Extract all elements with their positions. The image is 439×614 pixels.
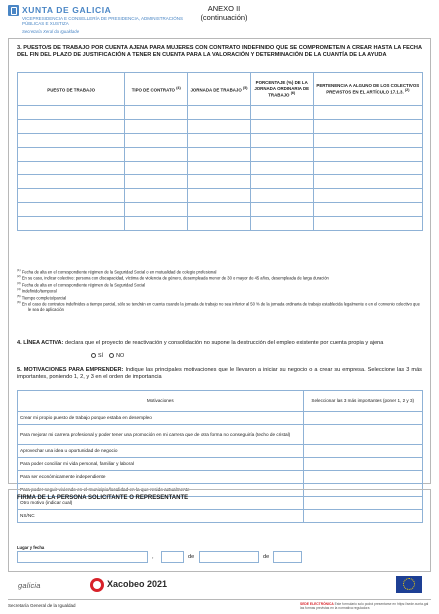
col-puesto: PUESTO DE TRABAJO (18, 73, 125, 106)
colectivo-cell[interactable] (313, 189, 422, 203)
col-seleccionar: Seleccionar las 3 más importantes (poner 1, 2 y 3) (303, 391, 422, 412)
motivation-label: NS/NC (18, 510, 304, 523)
porcentaje-cell[interactable] (250, 175, 313, 189)
jornada-cell[interactable] (188, 133, 251, 147)
de-separator-2: de (263, 554, 270, 560)
colectivo-cell[interactable] (313, 203, 422, 217)
jobs-header-row (18, 73, 423, 106)
tipo-contrato-cell[interactable] (125, 175, 188, 189)
motivation-rank-cell[interactable] (303, 425, 422, 445)
porcentaje-cell[interactable] (250, 203, 313, 217)
colectivo-cell[interactable] (313, 106, 422, 120)
col-motivaciones: Motivaciones (18, 391, 304, 412)
motivation-label: Para poder conciliar mi vida personal, familiar y laboral (18, 458, 304, 471)
jobs-row (18, 189, 423, 203)
secretaria-label: Secretaría General de la Igualdad (8, 603, 76, 608)
jornada-cell[interactable] (188, 106, 251, 120)
col-porcentaje: PORCENTAJE (%) DE LA JORNADA ORDINARIA DE TRABAJO $^{(6)}$ (250, 73, 313, 106)
logo-name: XUNTA DE GALICIA (22, 5, 112, 15)
porcentaje-cell[interactable] (250, 106, 313, 120)
xunta-emblem-icon (8, 5, 19, 16)
xacobeo-logo: Xacobeo 2021 (107, 579, 168, 589)
tipo-contrato-cell[interactable] (125, 119, 188, 133)
logo-subtitle: Secretaría Xeral da Igualdade (22, 29, 80, 34)
signature-frame (8, 489, 431, 572)
footnote-6: $^{(6)}$ En el caso de contratos indefinidos a tiempo parcial, sólo se tendrán en cuenta cuando la jornada de trabajo no sea inferior al 50 % de la jornada ordinaria de trabajo establecida legalmente o en el convenio colectivo que le sea de aplicación (17, 300, 420, 312)
signature-title: FIRMA DE LA PERSONA SOLICITANTE O REPRESENTANTE (17, 495, 189, 501)
jobs-row (18, 147, 423, 161)
motivation-row (18, 425, 423, 445)
motivation-rank-cell[interactable] (303, 458, 422, 471)
section5-text: Indique las principales motivaciones que le llevaron a iniciar su negocio o a crear su empresa. Seleccione las 3 más importantes, poniendo 1, 2, y 3 en el orden de importancia (17, 367, 422, 380)
day-field[interactable] (161, 551, 184, 563)
tipo-contrato-cell[interactable] (125, 189, 188, 203)
footnote-3: $^{(3)}$ Fecha de alta en el correspondiente régimen de la Seguridad Social (17, 280, 146, 288)
jornada-cell[interactable] (188, 189, 251, 203)
puesto-cell[interactable] (18, 106, 125, 120)
col-tipo-contrato: TIPO DE CONTRATO $^{(4)}$ (125, 73, 188, 106)
tipo-contrato-cell[interactable] (125, 161, 188, 175)
footer-divider (8, 599, 431, 600)
puesto-cell[interactable] (18, 189, 125, 203)
tipo-contrato-cell[interactable] (125, 147, 188, 161)
footnote-1: $^{(1)}$ Fecha de alta en el correspondiente régimen de la Seguridad Social o en mutualidad de colegio profesional (17, 268, 217, 275)
radio-yes-label: SÍ (98, 353, 104, 359)
colectivo-cell[interactable] (313, 161, 422, 175)
porcentaje-cell[interactable] (250, 119, 313, 133)
jornada-cell[interactable] (188, 175, 251, 189)
electronic-notice-text: Este formulario solo podrá presentarse en https://sede.xunta.gal las formas previstas en la normativa reguladora (300, 602, 429, 610)
jobs-row (18, 106, 423, 120)
annex-subtitle: (continuación) (200, 13, 248, 22)
tipo-contrato-cell[interactable] (125, 203, 188, 217)
page-footer (8, 574, 431, 614)
section4-title: 4. LÍNEA ACTIVA: (17, 340, 64, 346)
jobs-row (18, 175, 423, 189)
jornada-cell[interactable] (188, 217, 251, 231)
xacobeo-emblem-icon (90, 578, 104, 592)
jobs-row (18, 119, 423, 133)
electronic-notice-label: SEDE ELECTRÓNICA (300, 602, 334, 606)
electronic-notice (300, 602, 431, 610)
jobs-body (18, 106, 423, 231)
section5-title: 5. MOTIVACIONES PARA EMPRENDER: (17, 367, 124, 373)
puesto-cell[interactable] (18, 175, 125, 189)
de-separator-1: de (188, 554, 195, 560)
jornada-cell[interactable] (188, 203, 251, 217)
footnote-2: $^{(2)}$ En su caso, indicar colectivo: persona con discapacidad, víctima de violencia de género, desempleada menor de 30 o mayor de 45 años, desempleada de larga duración (17, 274, 329, 281)
section4-text: declara que el proyecto de reactivación y consolidación no supone la destrucción del empleo existente por cuenta propia y ajena (64, 340, 384, 346)
porcentaje-cell[interactable] (250, 147, 313, 161)
colectivo-cell[interactable] (313, 119, 422, 133)
colectivo-cell[interactable] (313, 175, 422, 189)
place-date-label: Lugar y fecha (17, 545, 45, 550)
jobs-row (18, 133, 423, 147)
motivation-label: Crear mi propio puesto de trabajo porque estaba en desempleo (18, 412, 304, 425)
section3-title: 3. PUESTO/S DE TRABAJO POR CUENTA AJENA PARA MUJERES CON CONTRATO INDEFINIDO QUE SE COMPROMETE/N A CREAR HASTA LA FECHA DEL FIN DEL PLAZO DE JUSTIFICACIÓN A TENER EN CUENTA PARA LA VALORACIÓN Y DETERMINACIÓN DE LA CUANTÍA DE LA AYUDA (17, 45, 422, 58)
porcentaje-cell[interactable] (250, 161, 313, 175)
col-colectivo: PERTENENCIA A ALGUNO DE LOS COLECTIVOS PREVISTOS EN EL ARTÍCULO 17.1.3. $^{(2)}$ (313, 73, 422, 106)
motivations-header-row (18, 391, 423, 412)
jornada-cell[interactable] (188, 147, 251, 161)
motivation-row (18, 458, 423, 471)
jobs-row (18, 217, 423, 231)
xunta-logo (8, 4, 198, 36)
jornada-cell[interactable] (188, 161, 251, 175)
motivation-row (18, 445, 423, 458)
radio-no-label: NO (116, 353, 125, 359)
porcentaje-cell[interactable] (250, 217, 313, 231)
annex-title: ANEXO II (207, 4, 241, 13)
tipo-contrato-cell[interactable] (125, 217, 188, 231)
radio-no[interactable] (109, 353, 114, 358)
page-header (8, 4, 431, 36)
puesto-cell[interactable] (18, 147, 125, 161)
jornada-cell[interactable] (188, 119, 251, 133)
year-field[interactable] (273, 551, 302, 563)
tipo-contrato-cell[interactable] (125, 133, 188, 147)
eu-flag-icon (396, 576, 422, 593)
tipo-contrato-cell[interactable] (125, 106, 188, 120)
puesto-cell[interactable] (18, 161, 125, 175)
footnote-4: $^{(4)}$ Indefinido/temporal (17, 287, 57, 294)
motivation-rank-cell[interactable] (303, 412, 422, 425)
comma-separator: , (152, 554, 154, 560)
colectivo-cell[interactable] (313, 147, 422, 161)
col-jornada: JORNADA DE TRABAJO $^{(5)}$ (188, 73, 251, 106)
motivation-row (18, 471, 423, 484)
logo-department: VICEPRESIDENCIA E CONSELLERÍA DE PRESIDENCIA, ADMINISTRACIÓNS PÚBLICAS E XUSTIZA (22, 16, 184, 27)
motivation-rank-cell[interactable] (303, 445, 422, 458)
puesto-cell[interactable] (18, 119, 125, 133)
month-field[interactable] (199, 551, 259, 563)
puesto-cell[interactable] (18, 203, 125, 217)
motivation-label: Otro motivo (indicar cual) (18, 497, 304, 510)
motivation-label: Para ser económicamente independiente (18, 471, 304, 484)
puesto-cell[interactable] (18, 133, 125, 147)
jobs-row (18, 203, 423, 217)
jobs-table (17, 72, 423, 231)
annex-heading (194, 4, 254, 22)
motivation-rank-cell[interactable] (303, 471, 422, 484)
motivation-label: Para poder seguir viviendo en el municipio/localidad en la que resido actualmente (18, 484, 304, 497)
galicia-logo: galicia (18, 581, 41, 590)
motivation-row (18, 412, 423, 425)
motivation-label: Para mejorar mi carrera profesional y poder tener una promoción en mi carrera que de otra forma no conseguiría (techo de cristal) (18, 425, 304, 445)
section5 (17, 367, 422, 380)
section4 (17, 340, 422, 347)
colectivo-cell[interactable] (313, 133, 422, 147)
jobs-row (18, 161, 423, 175)
porcentaje-cell[interactable] (250, 133, 313, 147)
footnotes (17, 268, 423, 312)
colectivo-cell[interactable] (313, 217, 422, 231)
place-field[interactable] (17, 551, 148, 563)
radio-yes[interactable] (91, 353, 96, 358)
porcentaje-cell[interactable] (250, 189, 313, 203)
section4-options (91, 353, 124, 359)
footnote-5: $^{(5)}$ Tiempo completo/parcial (17, 293, 67, 301)
motivation-label: Aprovechar una idea u oportunidad de negocio (18, 445, 304, 458)
puesto-cell[interactable] (18, 217, 125, 231)
